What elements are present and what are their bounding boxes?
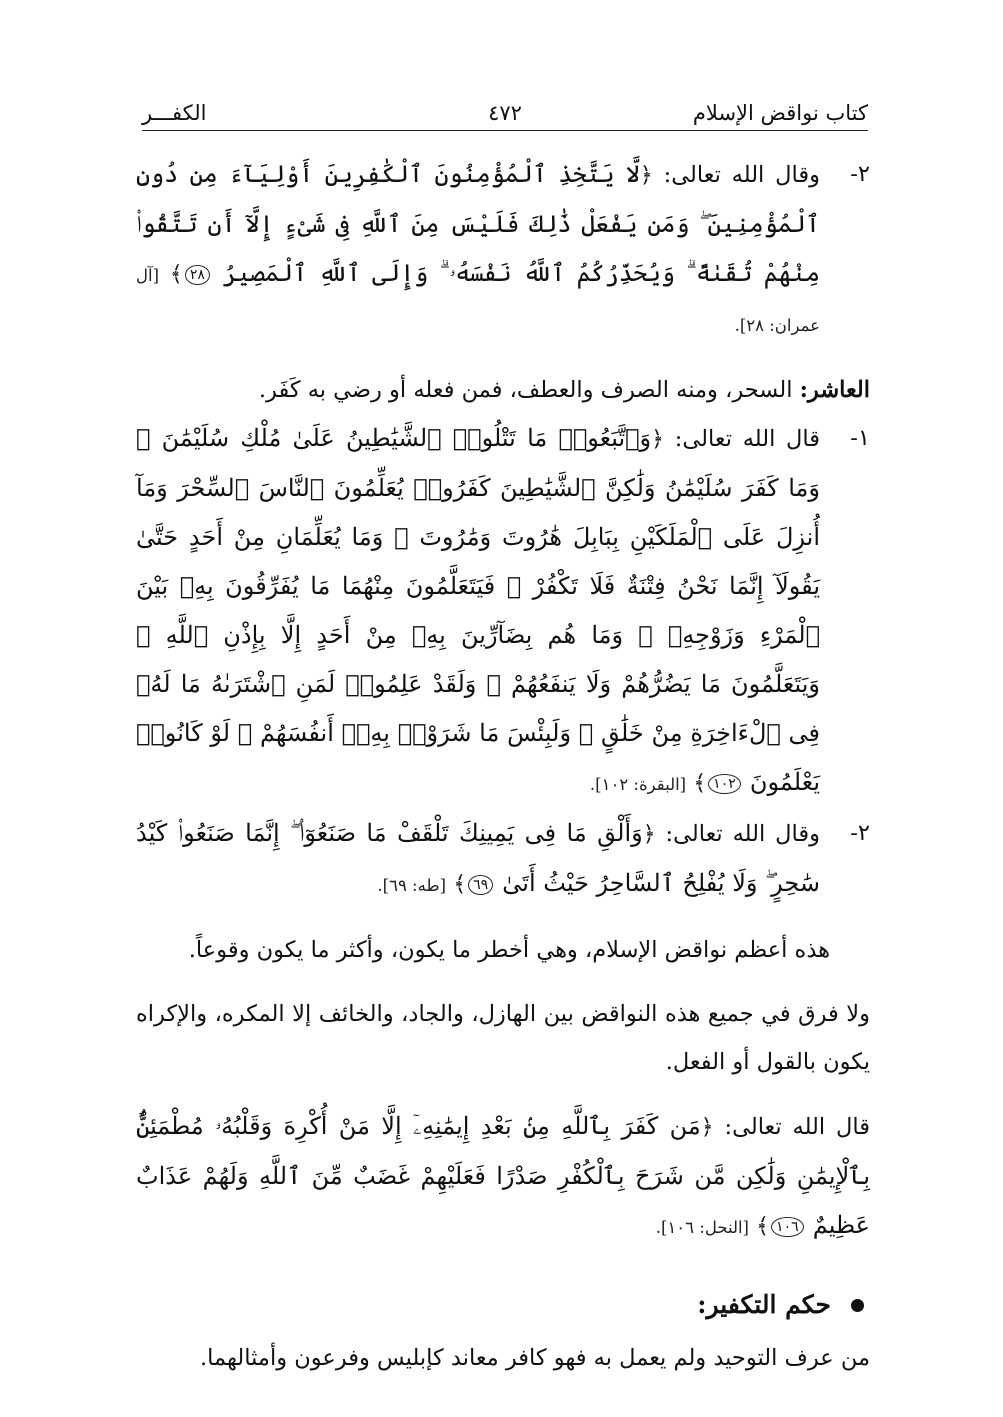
ornament-open: ﴿ bbox=[700, 1115, 714, 1140]
ornament-open: ﴿ bbox=[642, 822, 656, 847]
verse-intro: وقال الله تعالى: bbox=[663, 162, 820, 188]
nahl-evidence bbox=[136, 1102, 870, 1252]
ornament-close: ﴾ bbox=[169, 262, 183, 287]
ruling-paragraph: من عرف التوحيد ولم يعمل به فهو كافر معاند كإبليس وفرعون وأمثالهما. bbox=[200, 1345, 870, 1371]
bullet-icon bbox=[851, 1299, 864, 1312]
ayah-number-marker: ٦٩ bbox=[468, 875, 493, 895]
quran-verse: لَّا يَتَّخِذِ ٱلْمُؤْمِنُونَ ٱلْكَٰفِرِينَ أَوْلِيَآءَ مِن دُونِ ٱلْمُؤْمِنِينَ ۖ وَمَن يَفْعَلْ ذَٰلِكَ فَلَيْسَ مِنَ ٱللَّهِ فِى شَىْءٍ إِلَّآ أَن تَتَّقُوا۟ مِنْهُمْ تُقَىٰةً ۗ وَيُحَذِّرُكُمُ ٱللَّهُ نَفْسَهُۥ ۗ وَإِلَى ٱللَّهِ ٱلْمَصِيرُ bbox=[136, 160, 821, 287]
quran-verse: وَأَلْقِ مَا فِى يَمِينِكَ تَلْقَفْ مَا صَنَعُوٓا۟ ۖ إِنَّمَا صَنَعُوا۟ كَيْدُ سَٰحِرٍ ۖ وَلَا يُفْلِحُ ٱلسَّاحِرُ حَيْثُ أَتَىٰ bbox=[136, 819, 820, 897]
ornament-open: ﴿ bbox=[651, 427, 665, 452]
ornament-open: ﴿ bbox=[639, 163, 653, 188]
item-number: ٢- bbox=[850, 161, 870, 187]
ayah-number-marker: ١٠٢ bbox=[708, 774, 741, 794]
ornament-close: ﴾ bbox=[453, 872, 467, 897]
quran-verse: وَٱتَّبَعُوا۟ مَا تَتْلُوا۟ ٱلشَّيَٰطِينُ عَلَىٰ مُلْكِ سُلَيْمَٰنَ ۖ وَمَا كَفَرَ سُلَيْمَٰنُ وَلَٰكِنَّ ٱلشَّيَٰطِينَ كَفَرُوا۟ يُعَلِّمُونَ ٱلنَّاسَ ٱلسِّحْرَ وَمَآ أُنزِلَ عَلَى ٱلْمَلَكَيْنِ بِبَابِلَ هَٰرُوتَ وَمَٰرُوتَ ۚ وَمَا يُعَلِّمَانِ مِنْ أَحَدٍ حَتَّىٰ يَقُولَآ إِنَّمَا نَحْنُ فِتْنَةٌ فَلَا تَكْفُرْ ۖ فَيَتَعَلَّمُونَ مِنْهُمَا مَا يُفَرِّقُونَ بِهِۦ بَيْنَ ٱلْمَرْءِ وَزَوْجِهِۦ ۚ وَمَا هُم بِضَآرِّينَ بِهِۦ مِنْ أَحَدٍ إِلَّا بِإِذْنِ ٱللَّهِ ۚ وَيَتَعَلَّمُونَ مَا يَضُرُّهُمْ وَلَا يَنفَعُهُمْ ۚ وَلَقَدْ عَلِمُوا۟ لَمَنِ ٱشْتَرَىٰهُ مَا لَهُۥ فِى ٱلْءَاخِرَةِ مِنْ خَلَٰقٍ ۚ وَلَبِئْسَ مَا شَرَوْا۟ بِهِۦٓ أَنفُسَهُمْ ۚ لَوْ كَانُوا۟ يَعْلَمُونَ bbox=[136, 424, 820, 796]
tenth-text: السحر، ومنه الصرف والعطف، فمن فعله أو رضي به كَفَر. bbox=[258, 377, 793, 403]
quran-verse: مَن كَفَرَ بِٱللَّهِ مِنۢ بَعْدِ إِيمَٰنِهِۦٓ إِلَّا مَنْ أُكْرِهَ وَقَلْبُهُۥ مُطْمَئِنٌّۢ بِٱلْإِيمَٰنِ وَلَٰكِن مَّن شَرَحَ بِٱلْكُفْرِ صَدْرًا فَعَلَيْهِمْ غَضَبٌ مِّنَ ٱللَّهِ وَلَهُمْ عَذَابٌ عَظِيمٌ bbox=[136, 1112, 871, 1239]
verse-intro: قال الله تعالى: bbox=[674, 426, 821, 452]
no-difference-paragraph: ولا فرق في جميع هذه النواقض بين الهازل، والجاد، والخائف إلا المكره، والإكراه يكون بالقول أو الفعل. bbox=[136, 1001, 870, 1075]
verse-reference: [البقرة: ١٠٢]. bbox=[589, 775, 687, 794]
evidence-item-taha bbox=[136, 809, 870, 910]
page-body bbox=[136, 150, 870, 1382]
evidence-item-baqarah bbox=[136, 414, 870, 809]
ornament-close: ﴾ bbox=[756, 1214, 770, 1239]
ruling-heading: حكم التكفير: bbox=[697, 1290, 831, 1319]
chapter-title: الكفـــر bbox=[142, 101, 207, 125]
gravest-paragraph: هذه أعظم نواقض الإسلام، وهي أخطر ما يكون، وأكثر ما يكون وقوعاً. bbox=[188, 937, 830, 963]
ornament-close: ﴾ bbox=[693, 771, 707, 796]
item-number: ١- bbox=[850, 425, 870, 451]
verse-reference: [طه: ٦٩]. bbox=[377, 876, 447, 895]
section-heading bbox=[136, 1280, 870, 1330]
tenth-nullifier bbox=[136, 366, 870, 414]
evidence-item-al-imran bbox=[136, 150, 870, 350]
page-header bbox=[142, 98, 868, 131]
verse-reference: [النحل: ١٠٦]. bbox=[655, 1218, 749, 1237]
verse-intro: وقال الله تعالى: bbox=[665, 821, 820, 847]
ayah-number-marker: ١٠٦ bbox=[771, 1217, 804, 1237]
verse-intro: قال الله تعالى: bbox=[724, 1114, 870, 1140]
item-number: ٢- bbox=[850, 820, 870, 846]
tenth-label: العاشر: bbox=[799, 377, 870, 403]
verse-reference: [آل عمران: ٢٨]. bbox=[136, 266, 820, 335]
ayah-number-marker: ٢٨ bbox=[185, 265, 210, 285]
book-title: كتاب نواقض الإسلام bbox=[692, 101, 868, 125]
page-number: ٤٧٢ bbox=[488, 101, 522, 125]
